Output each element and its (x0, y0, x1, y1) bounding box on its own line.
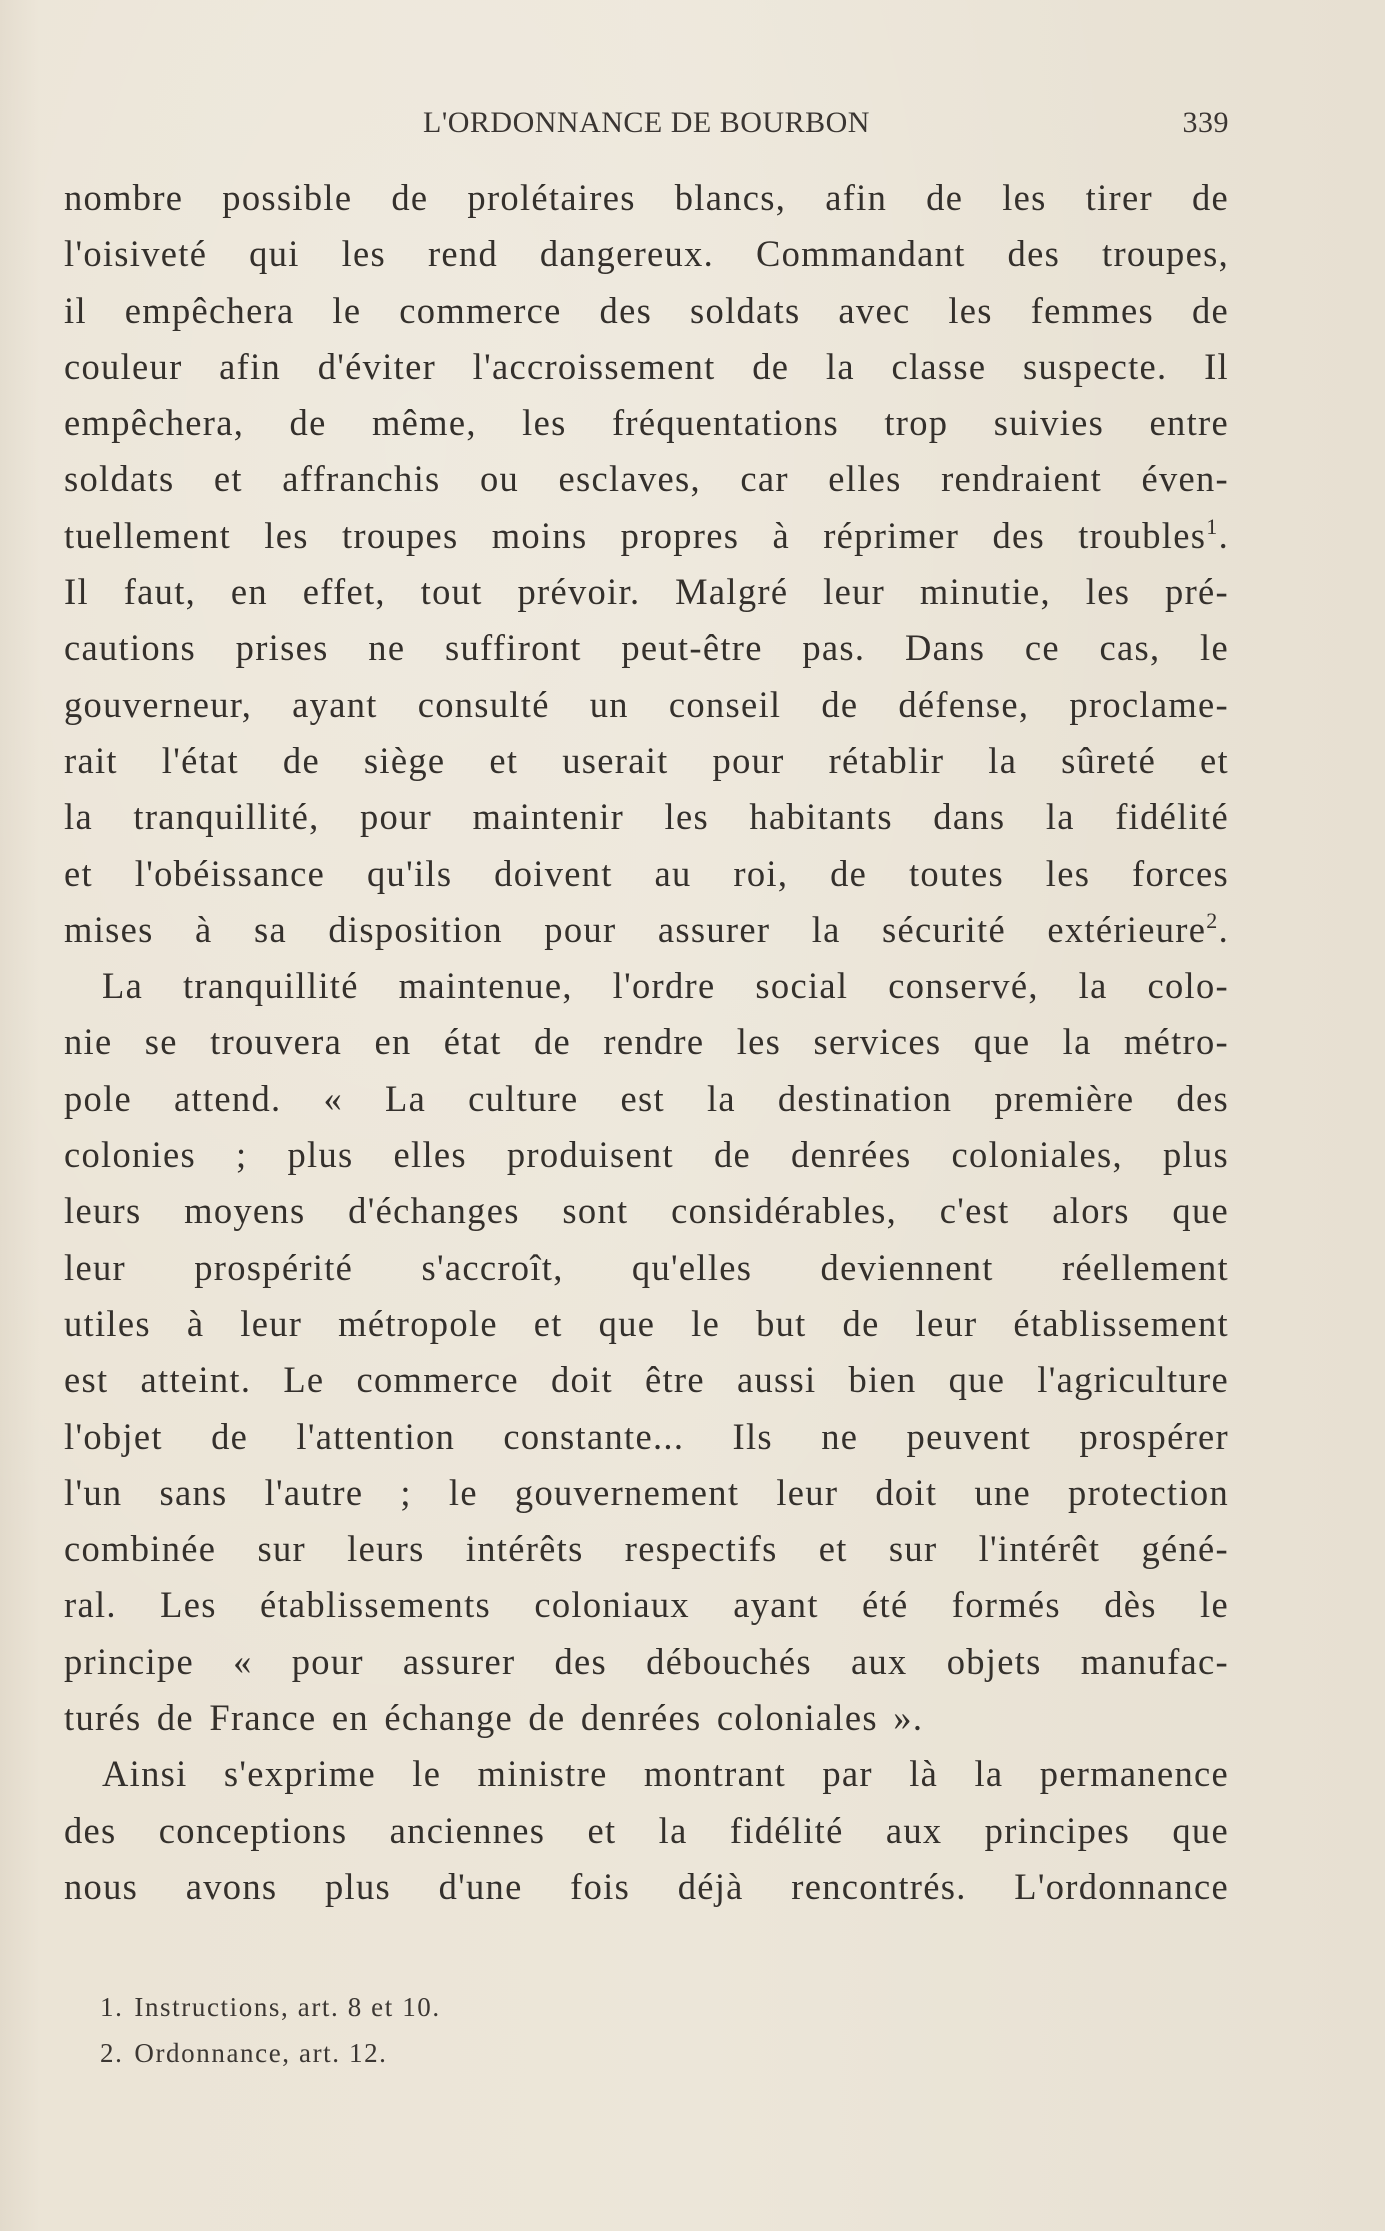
text-segment: mises à sa disposition pour assurer la sécurité extérieure (64, 908, 1207, 950)
body-text (64, 170, 1229, 1915)
text-line: est atteint. Le commerce doit être aussi bien que l'agriculture (64, 1359, 1229, 1401)
text-line: pole attend. « La culture est la destination première des (64, 1077, 1229, 1119)
text-line: et l'obéissance qu'ils doivent au roi, de toutes les forces (64, 852, 1229, 894)
text-line-with-note (64, 902, 1229, 958)
page-number: 339 (1182, 106, 1229, 139)
running-head (64, 100, 1229, 144)
footnote-2 (100, 2030, 800, 2076)
text-line: l'oisiveté qui les rend dangereux. Commandant des troupes, (64, 233, 1229, 275)
text-line: empêchera, de même, les fréquentations trop suivies entre (64, 402, 1229, 444)
text-line-with-note (64, 508, 1229, 564)
footnote-ref-2: 2 (1206, 907, 1219, 933)
text-line: cautions prises ne suffiront peut-être pas. Dans ce cas, le (64, 627, 1229, 669)
text-line: il empêchera le commerce des soldats avec les femmes de (64, 289, 1229, 331)
text-line: gouverneur, ayant consulté un conseil de défense, proclame- (64, 683, 1229, 725)
text-line: La tranquillité maintenue, l'ordre social conservé, la colo- (102, 965, 1229, 1007)
footnote-text: Ordonnance, art. 12. (134, 2038, 388, 2068)
text-line: combinée sur leurs intérêts respectifs et sur l'intérêt géné- (64, 1528, 1229, 1570)
text-line: l'objet de l'attention constante... Ils ne peuvent prospérer (64, 1415, 1229, 1457)
text-line: Ainsi s'exprime le ministre montrant par là la permanence (102, 1753, 1229, 1795)
text-line: nous avons plus d'une fois déjà rencontrés. L'ordonnance (64, 1865, 1229, 1907)
footnote-1 (100, 1984, 800, 2030)
text-line: nombre possible de prolétaires blancs, afin de les tirer de (64, 177, 1229, 218)
text-line: l'un sans l'autre ; le gouvernement leur doit une protection (64, 1471, 1229, 1513)
footnote-number: 2. (100, 2038, 124, 2068)
text-line: utiles à leur métropole et que le but de leur établissement (64, 1302, 1229, 1344)
footnote-number: 1. (100, 1992, 124, 2022)
text-line: leur prospérité s'accroît, qu'elles deviennent réellement (64, 1246, 1229, 1288)
footnotes (100, 1984, 800, 2076)
text-line: turés de France en échange de denrées coloniales ». (64, 1697, 924, 1739)
footnote-text: Instructions, art. 8 et 10. (134, 1992, 441, 2022)
text-line: nie se trouvera en état de rendre les services que la métro- (64, 1021, 1229, 1063)
text-line: couleur afin d'éviter l'accroissement de la classe suspecte. Il (64, 345, 1229, 387)
text-line: la tranquillité, pour maintenir les habitants dans la fidélité (64, 796, 1229, 838)
text-line: leurs moyens d'échanges sont considérables, c'est alors que (64, 1190, 1229, 1232)
text-line: ral. Les établissements coloniaux ayant été formés dès le (64, 1584, 1229, 1626)
text-line: rait l'état de siège et userait pour rétablir la sûreté et (64, 739, 1229, 781)
text-line: Il faut, en effet, tout prévoir. Malgré leur minutie, les pré- (64, 571, 1229, 613)
text-line: des conceptions anciennes et la fidélité aux principes que (64, 1809, 1229, 1851)
text-line: principe « pour assurer des débouchés aux objets manufac- (64, 1640, 1229, 1682)
text-segment: tuellement les troupes moins propres à réprimer des troubles (64, 514, 1207, 556)
line-period: . (1218, 514, 1229, 556)
line-period: . (1218, 908, 1229, 950)
running-title: L'ORDONNANCE DE BOURBON (423, 106, 870, 139)
text-line: soldats et affranchis ou esclaves, car elles rendraient éven- (64, 458, 1229, 500)
text-line: colonies ; plus elles produisent de denrées coloniales, plus (64, 1134, 1229, 1176)
footnote-ref-1: 1 (1206, 513, 1219, 539)
